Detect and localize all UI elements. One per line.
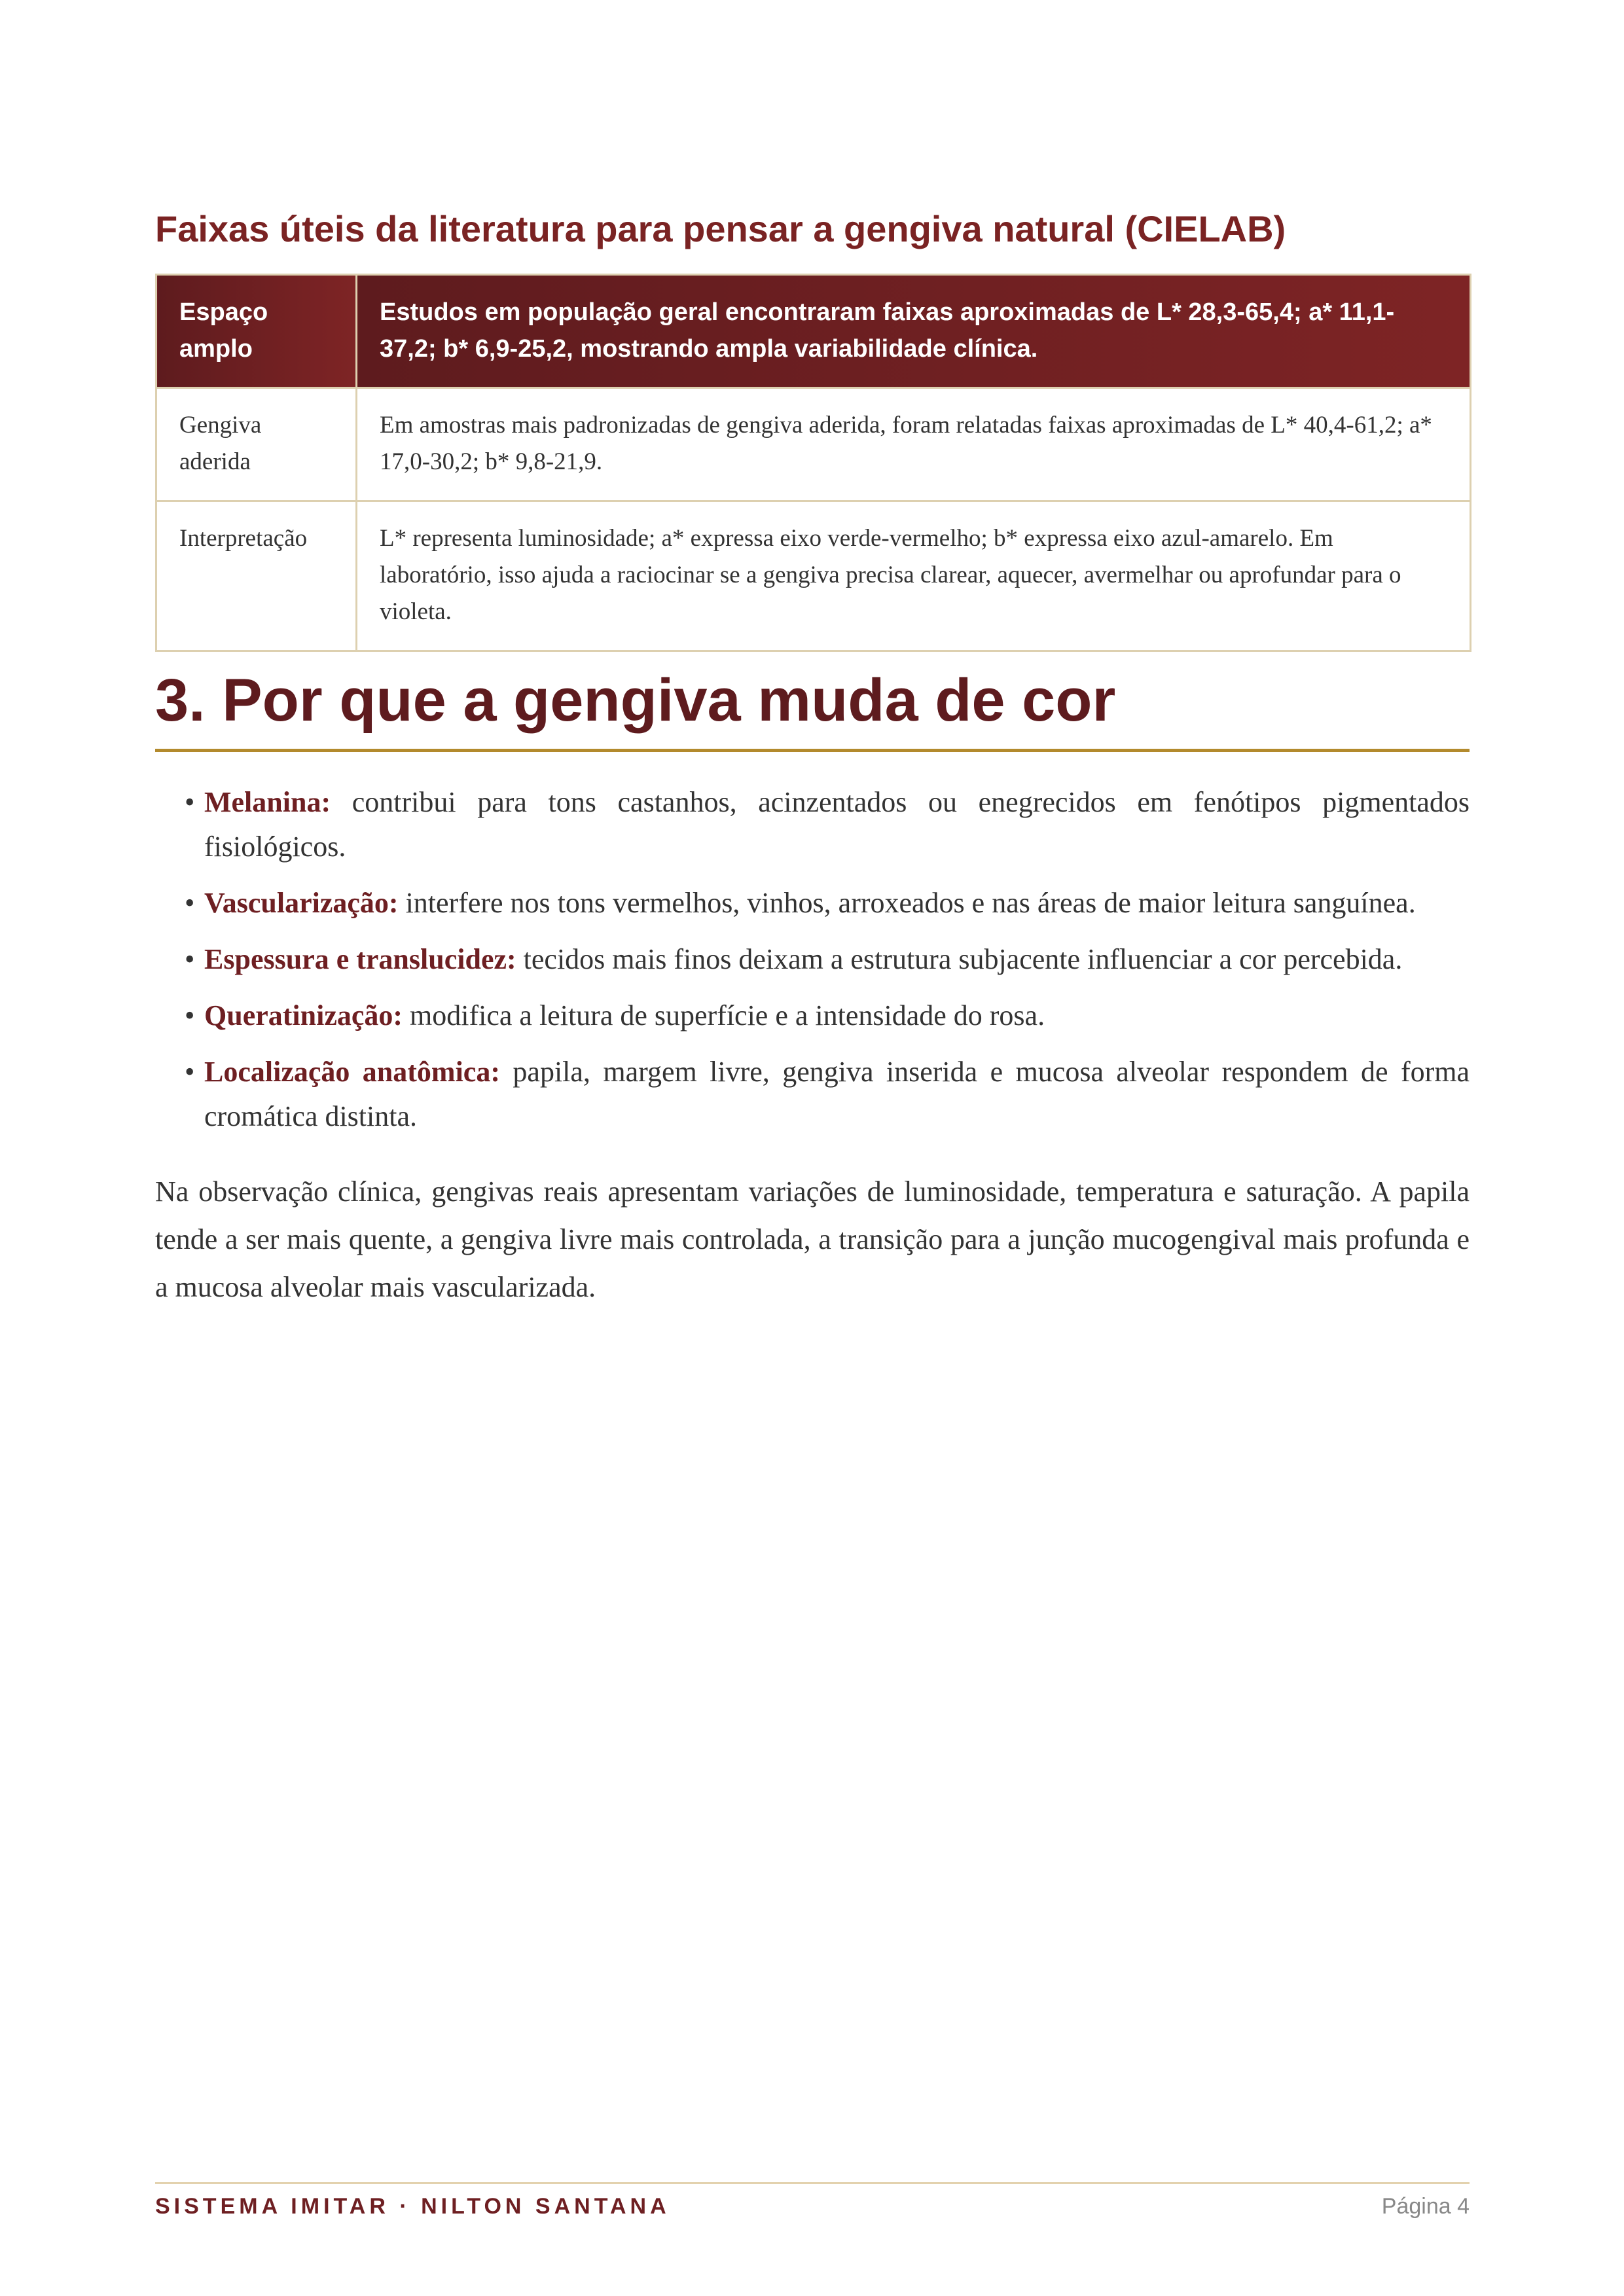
section-heading: 3. Por que a gengiva muda de cor	[155, 667, 1116, 734]
list-item	[155, 994, 1470, 1038]
table-title: Faixas úteis da literatura para pensar a gengiva natural (CIELAB)	[155, 208, 1286, 249]
list-item-text: contribui para tons castanhos, acinzentados ou enegrecidos em fenótipos pigmentados fisiológicos.	[204, 786, 1470, 863]
color-causes-list	[155, 780, 1470, 1151]
list-item-text: modifica a leitura de superfície e a intensidade do rosa.	[403, 999, 1045, 1031]
list-item	[155, 780, 1470, 869]
table-row	[156, 501, 1471, 651]
list-item	[155, 1050, 1470, 1139]
bullet-icon: •	[185, 999, 195, 1031]
row-label: Espaço amplo	[156, 275, 357, 388]
bullet-icon: •	[185, 786, 195, 818]
row-text: L* representa luminosidade; a* expressa eixo verde-vermelho; b* expressa eixo azul-amarelo. Em laboratório, isso ajuda a raciocinar se a gengiva precisa clarear, aquecer, avermelhar ou aprofundar para o violeta.	[357, 501, 1471, 651]
list-item-term: Localização anatômica:	[204, 1056, 500, 1088]
list-item-term: Espessura e translucidez:	[204, 943, 516, 975]
footer-divider	[155, 2182, 1470, 2184]
table-row	[156, 388, 1471, 501]
row-label: Gengiva aderida	[156, 388, 357, 501]
bullet-icon: •	[185, 887, 195, 919]
bullet-icon: •	[185, 943, 195, 975]
table-row	[156, 275, 1471, 388]
list-item-text: tecidos mais finos deixam a estrutura subjacente influenciar a cor percebida.	[516, 943, 1403, 975]
row-text: Em amostras mais padronizadas de gengiva aderida, foram relatadas faixas aproximadas de L* 40,4-61,2; a* 17,0-30,2; b* 9,8-21,9.	[357, 388, 1471, 501]
row-text: Estudos em população geral encontraram faixas aproximadas de L* 28,3-65,4; a* 11,1-37,2; b* 6,9-25,2, mostrando ampla variabilidade clínica.	[357, 275, 1471, 388]
list-item-text: interfere nos tons vermelhos, vinhos, arroxeados e nas áreas de maior leitura sanguínea.	[398, 887, 1416, 919]
list-item	[155, 881, 1470, 925]
list-item-term: Melanina:	[204, 786, 331, 818]
footer-brand: SISTEMA IMITAR · NILTON SANTANA	[155, 2194, 670, 2219]
clinical-observation-paragraph: Na observação clínica, gengivas reais apresentam variações de luminosidade, temperatura e saturação. A papila tende a ser mais quente, a gengiva livre mais controlada, a transição para a junção mucogengival mais profunda e a mucosa alveolar mais vascularizada.	[155, 1175, 1470, 1303]
list-item-term: Vascularização:	[204, 887, 399, 919]
bullet-icon: •	[185, 1056, 195, 1088]
list-item	[155, 937, 1470, 982]
cielab-ranges-table	[155, 274, 1471, 652]
list-item-text: papila, margem livre, gengiva inserida e mucosa alveolar respondem de forma cromática distinta.	[204, 1056, 1470, 1132]
document-page	[155, 0, 1470, 2296]
list-item-term: Queratinização:	[204, 999, 403, 1031]
section-divider	[155, 749, 1470, 752]
row-label: Interpretação	[156, 501, 357, 651]
page-number: Página 4	[1381, 2194, 1470, 2219]
